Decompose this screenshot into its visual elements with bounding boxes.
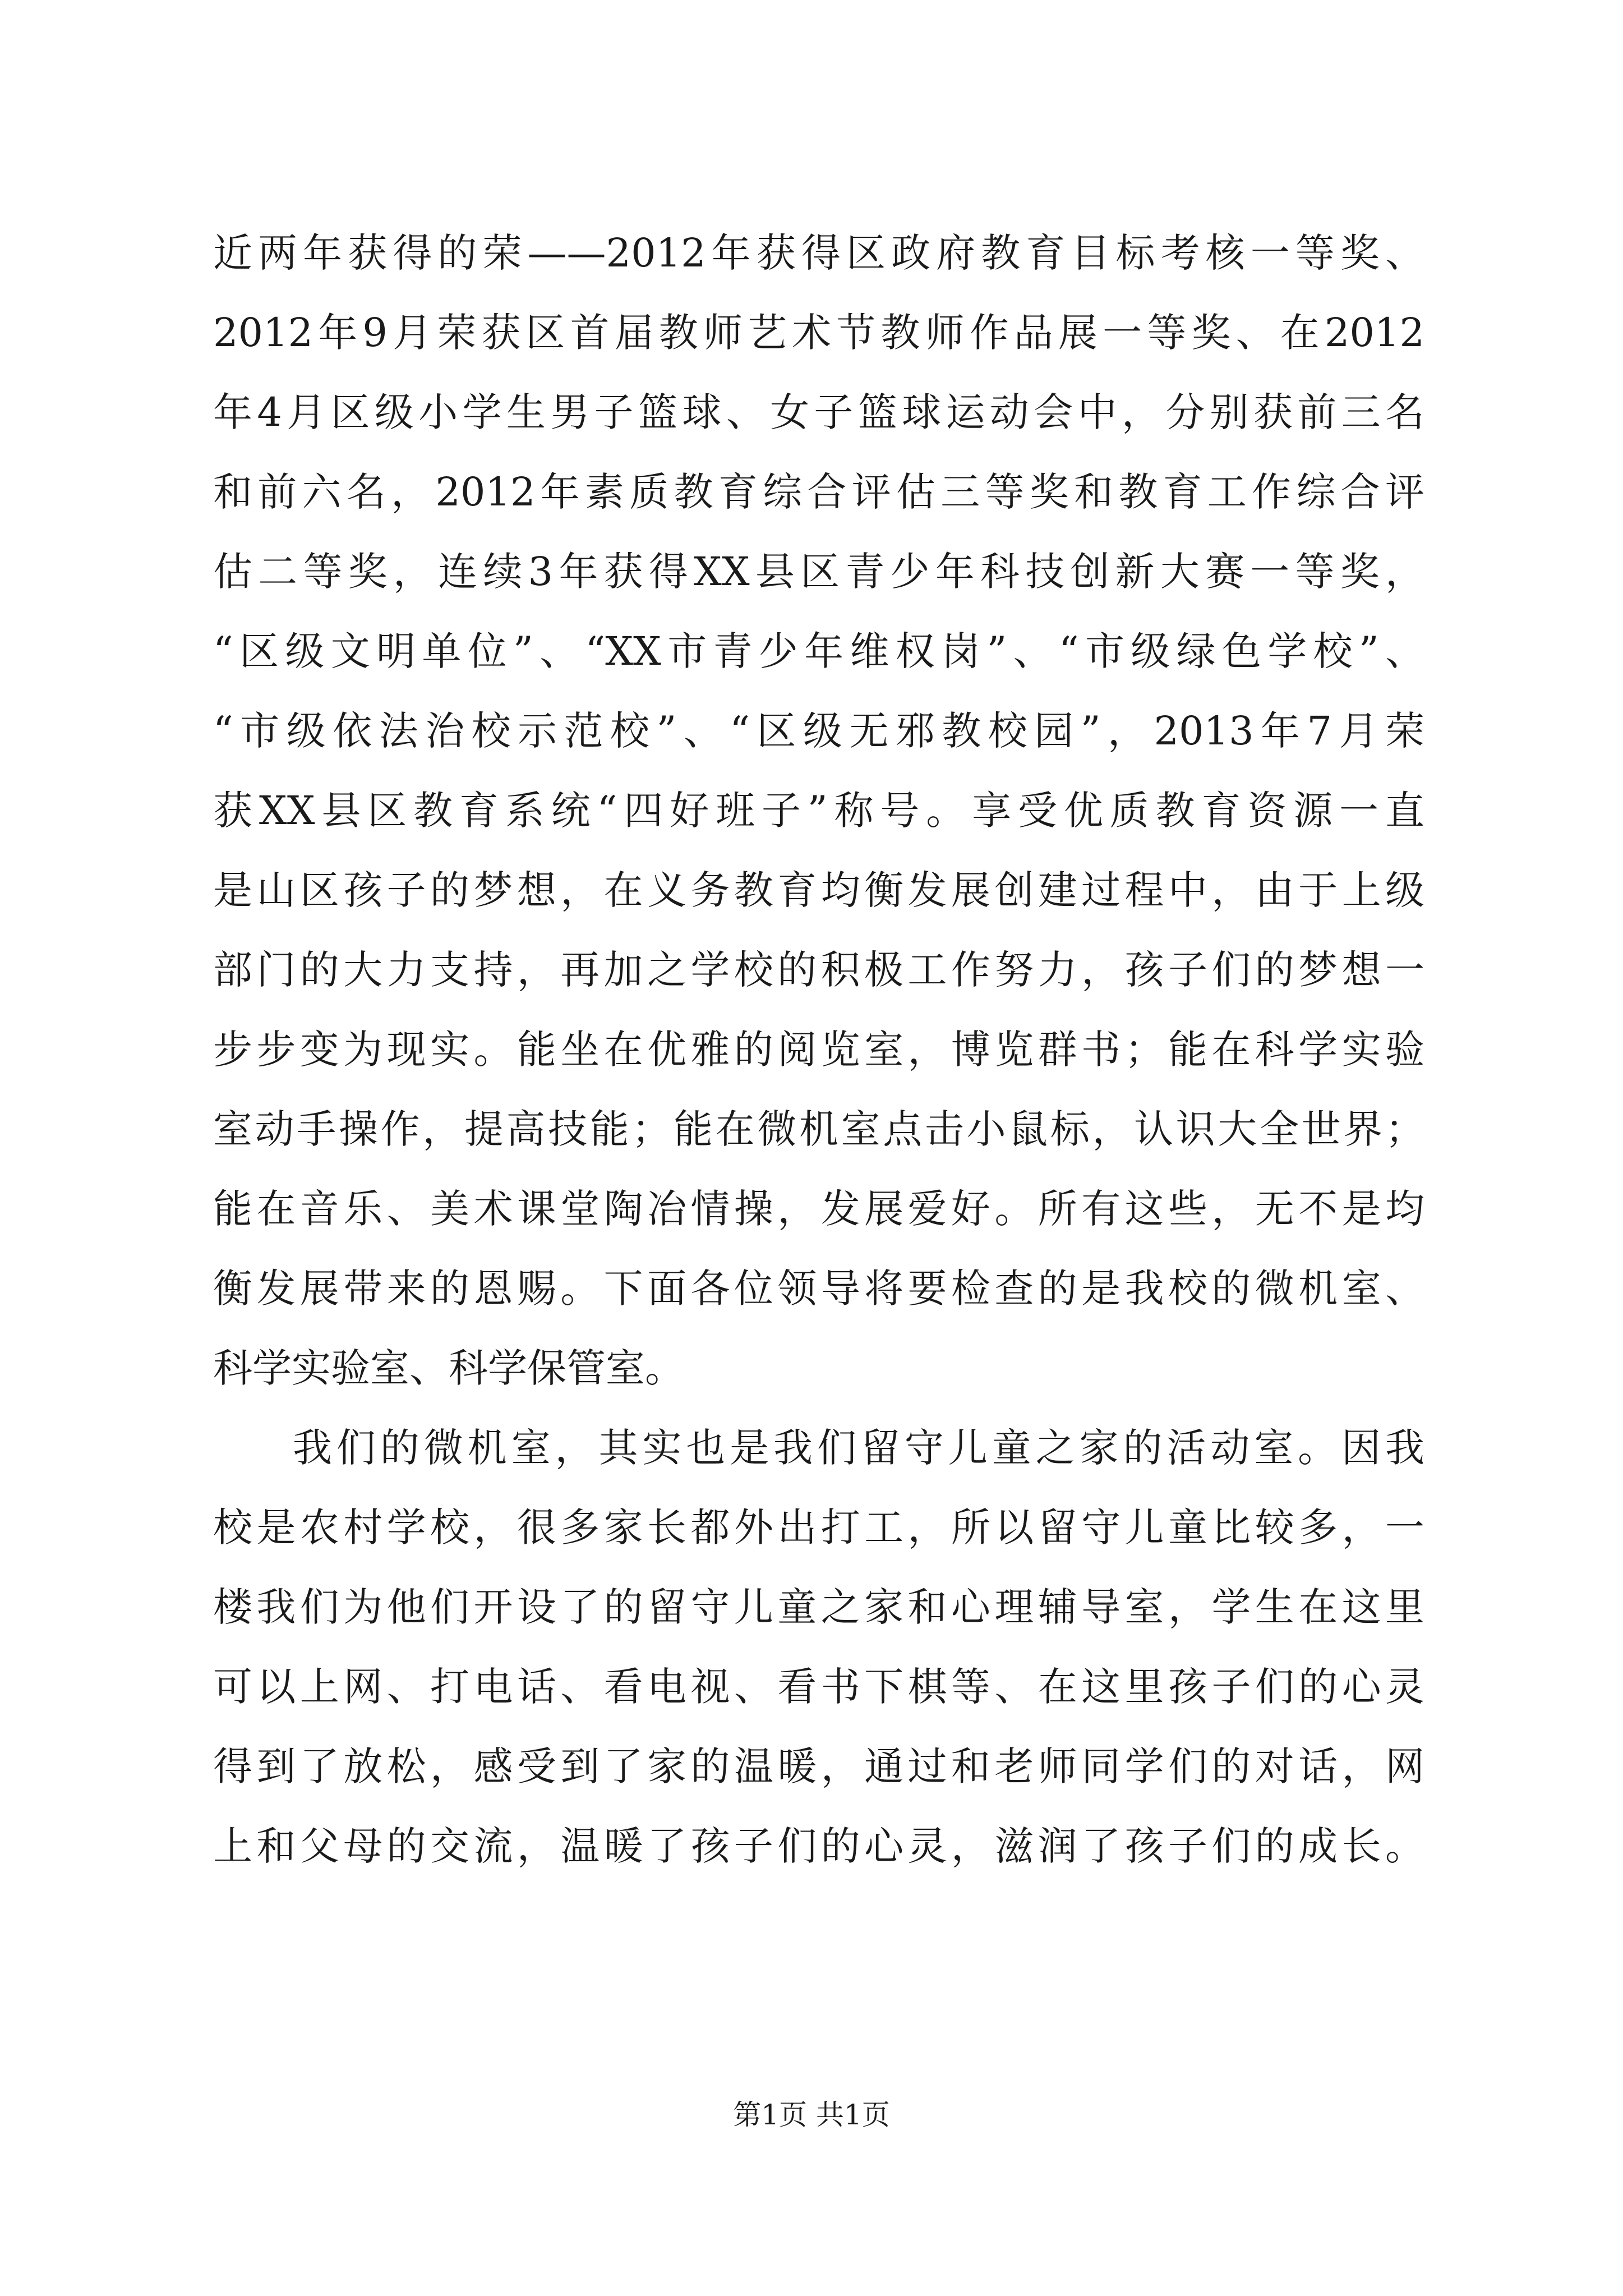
paragraph-2 (213, 1408, 1424, 1886)
text-line: 年4月区级小学生男子篮球、女子篮球运动会中，分别获前三名 (213, 389, 1424, 435)
text-line: 估二等奖，连续3年获得XX县区青少年科技创新大赛一等奖， (213, 549, 1424, 595)
body-text (213, 213, 1424, 1886)
text-line: “区级文明单位”、“XX市青少年维权岗”、“市级绿色学校”、 (213, 628, 1424, 674)
text-line: 和前六名，2012年素质教育综合评估三等奖和教育工作综合评 (213, 469, 1424, 515)
text-line: 衡发展带来的恩赐。下面各位领导将要检查的是我校的微机室、 (213, 1266, 1424, 1312)
text-line: 步步变为现实。能坐在优雅的阅览室，博览群书；能在科学实验 (213, 1027, 1424, 1073)
text-line: 校是农村学校，很多家长都外出打工，所以留守儿童比较多，一 (213, 1504, 1424, 1550)
text-line: 上和父母的交流，温暖了孩子们的心灵，滋润了孩子们的成长。 (213, 1823, 1424, 1869)
text-line: 能在音乐、美术课堂陶冶情操，发展爱好。所有这些，无不是均 (213, 1186, 1424, 1232)
text-line: 部门的大力支持，再加之学校的积极工作努力，孩子们的梦想一 (213, 947, 1424, 993)
page-number-label: 第1页 共1页 (733, 2099, 890, 2131)
page-footer (0, 2095, 1623, 2134)
text-line: “市级依法治校示范校”、“区级无邪教校园”，2013年7月荣 (213, 708, 1424, 754)
text-line: 楼我们为他们开设了的留守儿童之家和心理辅导室，学生在这里 (213, 1584, 1424, 1630)
text-line: 是山区孩子的梦想，在义务教育均衡发展创建过程中，由于上级 (213, 867, 1424, 913)
text-line: 得到了放松，感受到了家的温暖，通过和老师同学们的对话，网 (213, 1743, 1424, 1789)
text-line: 科学实验室、科学保管室。 (213, 1345, 684, 1391)
text-line: 室动手操作，提高技能；能在微机室点击小鼠标，认识大全世界； (213, 1106, 1424, 1152)
text-line: 可以上网、打电话、看电视、看书下棋等、在这里孩子们的心灵 (213, 1664, 1424, 1710)
text-line: 近两年获得的荣——2012年获得区政府教育目标考核一等奖、 (213, 230, 1424, 276)
text-line: 我们的微机室，其实也是我们留守儿童之家的活动室。因我 (293, 1425, 1424, 1471)
paragraph-1 (213, 213, 1424, 1408)
text-line: 获XX县区教育系统“四好班子”称号。享受优质教育资源一直 (213, 788, 1424, 834)
text-line: 2012年9月荣获区首届教师艺术节教师作品展一等奖、在2012 (213, 310, 1424, 356)
